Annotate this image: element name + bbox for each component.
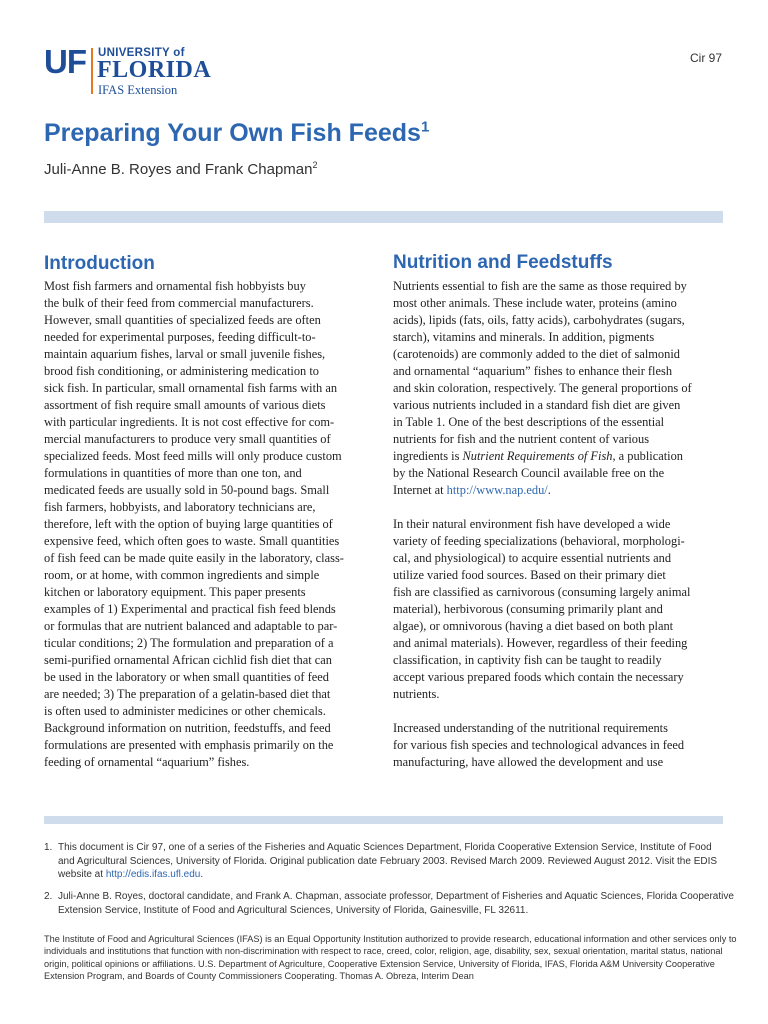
introduction-line: fish farmers, hobbyists, and laboratory technicians are, — [44, 500, 316, 514]
introduction-line: maintain aquarium fishes, larval or small juvenile fishes, — [44, 347, 326, 361]
nutrition-line: fish are classified as carnivorous (consuming largely animal — [393, 585, 691, 599]
introduction-line: with particular ingredients. It is not cost effective for com- — [44, 415, 335, 429]
nutrition-line: Nutrients essential to fish are the same as those required by — [393, 279, 687, 293]
introduction-line: needed for experimental purposes, feeding difficult-to- — [44, 330, 316, 344]
introduction-line: of fish feed can be made quite easily in the laboratory, class- — [44, 551, 344, 565]
footnote-line: Juli-Anne B. Royes, doctoral candidate, and Frank A. Chapman, associate professor, Department of Fisheries and Aquatic Sciences, Florida Cooperative — [58, 891, 734, 902]
nutrition-line: Internet at http://www.nap.edu/. — [393, 483, 551, 497]
introduction-line: feeding of ornamental “aquarium” fishes. — [44, 755, 250, 769]
logo-ifas-extension: IFAS Extension — [98, 83, 178, 97]
introduction-line: semi-purified ornamental African cichlid fish diet that can — [44, 653, 332, 667]
introduction-line: therefore, left with the option of buying large quantities of — [44, 517, 333, 531]
nutrition-line: various nutrients included in a standard fish diet are given — [393, 398, 681, 412]
introduction-line: specialized feeds. Most feed mills will only produce custom — [44, 449, 342, 463]
edis-link[interactable]: http://edis.ifas.ufl.edu — [105, 869, 201, 880]
nutrition-line: and ornamental “aquarium” fishes to enhance their flesh — [393, 364, 673, 378]
title-divider — [44, 211, 723, 223]
footnote-line: website at http://edis.ifas.ufl.edu. — [58, 869, 204, 880]
nutrition-line: accept various prepared foods which contain the necessary — [393, 670, 684, 684]
introduction-line: are needed; 3) The preparation of a gelatin-based diet that — [44, 687, 331, 701]
introduction-line: ticular conditions; 2) The formulation and preparation of a — [44, 636, 334, 650]
title-text: Preparing Your Own Fish Feeds — [44, 119, 421, 147]
nutrition-line: algae), or omnivorous (having a diet based on both plant — [393, 619, 674, 633]
footnote-line: This document is Cir 97, one of a series of the Fisheries and Aquatic Sciences Department, Florida Cooperative Extension Service, Institute of Food — [58, 842, 712, 853]
publication-title: Nutrient Requirements of Fish — [462, 449, 613, 463]
introduction-line: mercial manufacturers to produce very small quantities of — [44, 432, 331, 446]
introduction-line: formulations are presented with emphasis primarily on the — [44, 738, 334, 752]
introduction-heading: Introduction — [44, 253, 155, 274]
nutrition-line: classification, in captivity fish can be taught to readily — [393, 653, 662, 667]
introduction-line: room, or at home, with common ingredients and simple — [44, 568, 320, 582]
authors-text: Juli-Anne B. Royes and Frank Chapman — [44, 161, 313, 178]
nutrition-line: by the National Research Council available free on the — [393, 466, 665, 480]
logo-divider — [91, 48, 93, 94]
nutrition-line: ingredients is Nutrient Requirements of Fish, a publication — [393, 449, 684, 463]
nutrition-line: acids), lipids (fats, oils, fatty acids), carbohydrates (sugars, — [393, 313, 685, 327]
authors-footnote-marker: 2 — [312, 160, 318, 170]
nutrition-line: in Table 1. One of the best descriptions of the essential — [393, 415, 665, 429]
nutrition-line: cal, and physiological) to acquire essential nutrients and — [393, 551, 672, 565]
introduction-line: or formulas that are nutrient balanced and adaptable to par- — [44, 619, 338, 633]
authors — [44, 160, 318, 180]
nutrition-line: starch), vitamins and minerals. In addition, pigments — [393, 330, 655, 344]
footnote-line: and Agricultural Sciences, University of Florida. Original publication date February 2003. Revised March 2009. Reviewed August 2012. Visit the EDIS — [58, 855, 718, 867]
disclaimer-line: The Institute of Food and Agricultural Sciences (IFAS) is an Equal Opportunity Institution authorized to provide research, educational information and other services only to — [44, 934, 737, 944]
nutrition-line: variety of feeding specializations (behavioral, morphologi- — [393, 534, 685, 548]
introduction-line: However, small quantities of specialized feeds are often — [44, 313, 321, 327]
nutrition-line: and animal materials). However, regardless of their feeding — [393, 636, 688, 650]
nutrition-paragraph-3 — [393, 720, 728, 771]
introduction-line: Most fish farmers and ornamental fish hobbyists buy — [44, 279, 306, 293]
equal-opportunity-statement — [44, 933, 737, 982]
nutrition-line: and skin coloration, respectively. The general proportions of — [393, 381, 692, 395]
nutrition-line: most other animals. These include water, proteins (amino — [393, 296, 677, 310]
nutrition-line: (carotenoids) are commonly added to the diet of salmonid — [393, 347, 680, 361]
footnote-line: Extension Service, Institute of Food and Agricultural Sciences, University of Florida, Gainesville, FL 32611. — [58, 904, 529, 916]
logo-uf-letters: UF — [44, 43, 86, 80]
document-title — [44, 118, 429, 148]
uf-ifas-logo — [44, 45, 214, 97]
introduction-line: sick fish. In particular, small ornamental fish farms with an — [44, 381, 338, 395]
footnote-2 — [44, 890, 734, 917]
footnote-1 — [44, 841, 724, 882]
logo-university-of: UNIVERSITY of — [98, 47, 185, 59]
nutrition-line: manufacturing, have allowed the development and use — [393, 755, 664, 769]
introduction-line: kitchen or laboratory equipment. This paper presents — [44, 585, 306, 599]
introduction-line: examples of 1) Experimental and practical fish feed blends — [44, 602, 336, 616]
introduction-line: be used in the laboratory or when small quantities of feed — [44, 670, 329, 684]
nutrition-line: material), herbivorous (consuming primarily plant and — [393, 602, 663, 616]
introduction-line: is often used to administer medicines or other chemicals. — [44, 704, 326, 718]
introduction-line: the bulk of their feed from commercial manufacturers. — [44, 296, 314, 310]
nutrition-heading: Nutrition and Feedstuffs — [393, 252, 613, 273]
nutrition-line: utilize varied food sources. Based on their primary diet — [393, 568, 666, 582]
footnote-divider — [44, 816, 723, 824]
nap-link[interactable]: http://www.nap.edu/ — [446, 483, 548, 497]
introduction-line: assortment of fish require small amounts of various diets — [44, 398, 326, 412]
nutrition-line: In their natural environment fish have developed a wide — [393, 517, 671, 531]
introduction-paragraph — [44, 278, 374, 771]
logo-florida: FLORIDA — [97, 57, 212, 83]
introduction-line: brood fish conditioning, or administering medication to — [44, 364, 319, 378]
introduction-column — [44, 278, 374, 771]
introduction-line: Background information on nutrition, feedstuffs, and feed — [44, 721, 331, 735]
nutrition-line: nutrients. — [393, 687, 440, 701]
title-footnote-marker: 1 — [420, 118, 430, 136]
introduction-line: formulations in quantities of more than one ton, and — [44, 466, 302, 480]
disclaimer-line: Extension Program, and Boards of County Commissioners Cooperating. Thomas A. Obreza, Interim Dean — [44, 970, 474, 981]
nutrition-line: nutrients for fish and the nutrient content of various — [393, 432, 650, 446]
introduction-line: medicated feeds are usually sold in 50-pound bags. Small — [44, 483, 330, 497]
nutrition-column — [393, 278, 728, 771]
nutrition-line: for various fish species and technological advances in feed — [393, 738, 685, 752]
document-number: Cir 97 — [689, 51, 722, 65]
disclaimer-line: origin, political opinions or affiliations. U.S. Department of Agriculture, Cooperative Extension Service, University of Florida, IFAS, Florida A&M University Cooperative — [44, 958, 715, 969]
nutrition-paragraph-2 — [393, 516, 728, 703]
disclaimer-line: individuals and institutions that function with non-discrimination with respect to race, creed, color, religion, age, disability, sex, sexual orientation, marital status, national — [44, 946, 723, 957]
footnote-number: 2. — [44, 891, 53, 902]
introduction-line: expensive feed, which often goes to waste. Small quantities — [44, 534, 340, 548]
nutrition-paragraph-1 — [393, 278, 728, 499]
footnote-number: 1. — [44, 842, 53, 853]
nutrition-line: Increased understanding of the nutritional requirements — [393, 721, 668, 735]
